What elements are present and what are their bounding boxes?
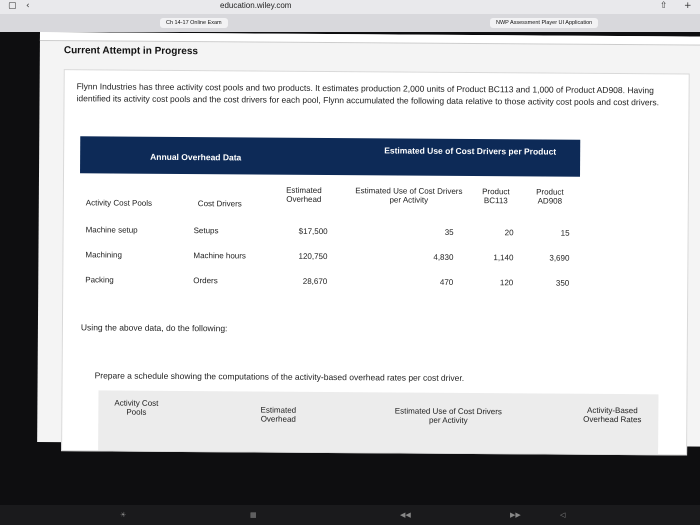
page-title: Current Attempt in Progress xyxy=(63,45,198,58)
row-ad908: 350 xyxy=(555,278,570,288)
row-pool: Machining xyxy=(85,250,122,260)
row-driver: Orders xyxy=(193,276,218,286)
row-overhead: $17,500 xyxy=(298,226,328,237)
schedule-col-use: Estimated Use of Cost Drivers per Activity xyxy=(394,406,502,425)
keyboard-strip xyxy=(0,505,700,525)
new-tab-icon[interactable]: + xyxy=(684,1,692,11)
nav-strip xyxy=(40,32,700,46)
col-header-use: Estimated Use of Cost Drivers per Activity xyxy=(355,186,463,205)
tab-bar xyxy=(0,14,700,32)
row-pool: Machine setup xyxy=(85,225,138,235)
row-bc113: 1,140 xyxy=(493,253,514,263)
brightness-icon: ☀ xyxy=(120,512,127,519)
fast-forward-icon: ▶▶ xyxy=(510,512,521,519)
back-icon[interactable]: ‹ xyxy=(26,1,30,11)
row-driver: Setups xyxy=(193,226,219,236)
col-header-driver: Cost Drivers xyxy=(197,199,242,209)
address-bar[interactable]: education.wiley.com xyxy=(220,1,292,10)
tab-assessment-player[interactable]: NWP Assessment Player UI Application xyxy=(490,18,598,28)
group-header-drivers: Estimated Use of Cost Drivers per Product xyxy=(384,145,557,157)
col-header-pool: Activity Cost Pools xyxy=(85,198,153,208)
browser-toolbar xyxy=(0,0,700,14)
row-driver: Machine hours xyxy=(193,251,246,261)
rewind-icon: ◀◀ xyxy=(400,512,411,519)
question-text: Flynn Industries has three activity cost pools and two products. It estimates production 2,000 units of Product BC113 and 1,000 of Product AD908. Having identified its activity cost pools and the cost drivers for each pool, Flynn accumulated the following data relative to those activity cost pools and cost drivers. xyxy=(76,81,660,108)
schedule-col-pool: Activity Cost Pools xyxy=(114,398,159,417)
group-header-annual: Annual Overhead Data xyxy=(150,151,242,163)
sidebar-icon[interactable]: ▢ xyxy=(8,1,17,11)
row-overhead: 28,670 xyxy=(302,276,328,287)
row-ad908: 15 xyxy=(560,228,570,238)
question-card xyxy=(61,69,690,455)
tab-exam[interactable]: Ch 14-17 Online Exam xyxy=(160,18,228,28)
col-header-overhead: Estimated Overhead xyxy=(286,185,322,204)
part-prompt: Prepare a schedule showing the computations of the activity-based overhead rates per cost driver. xyxy=(94,370,465,383)
row-ad908: 3,690 xyxy=(549,253,570,263)
instructions: Using the above data, do the following: xyxy=(80,322,228,334)
content-area xyxy=(37,32,700,447)
row-bc113: 120 xyxy=(499,278,514,288)
row-pool: Packing xyxy=(85,275,114,285)
mission-control-icon: ▦ xyxy=(250,512,257,519)
row-overhead: 120,750 xyxy=(298,251,328,262)
table-header-band xyxy=(80,136,580,176)
schedule-col-rate: Activity-Based Overhead Rates xyxy=(583,405,642,425)
row-bc113: 20 xyxy=(504,228,514,238)
schedule-col-overhead: Estimated Overhead xyxy=(260,405,297,424)
share-icon[interactable]: ⇧ xyxy=(660,1,668,11)
row-use: 470 xyxy=(439,277,454,287)
row-use: 35 xyxy=(444,227,454,237)
col-header-ad908: Product AD908 xyxy=(536,187,564,206)
col-header-bc113: Product BC113 xyxy=(482,187,510,206)
mute-icon: ◁ xyxy=(560,512,566,519)
schedule-header-row xyxy=(98,390,658,454)
row-use: 4,830 xyxy=(433,252,454,262)
